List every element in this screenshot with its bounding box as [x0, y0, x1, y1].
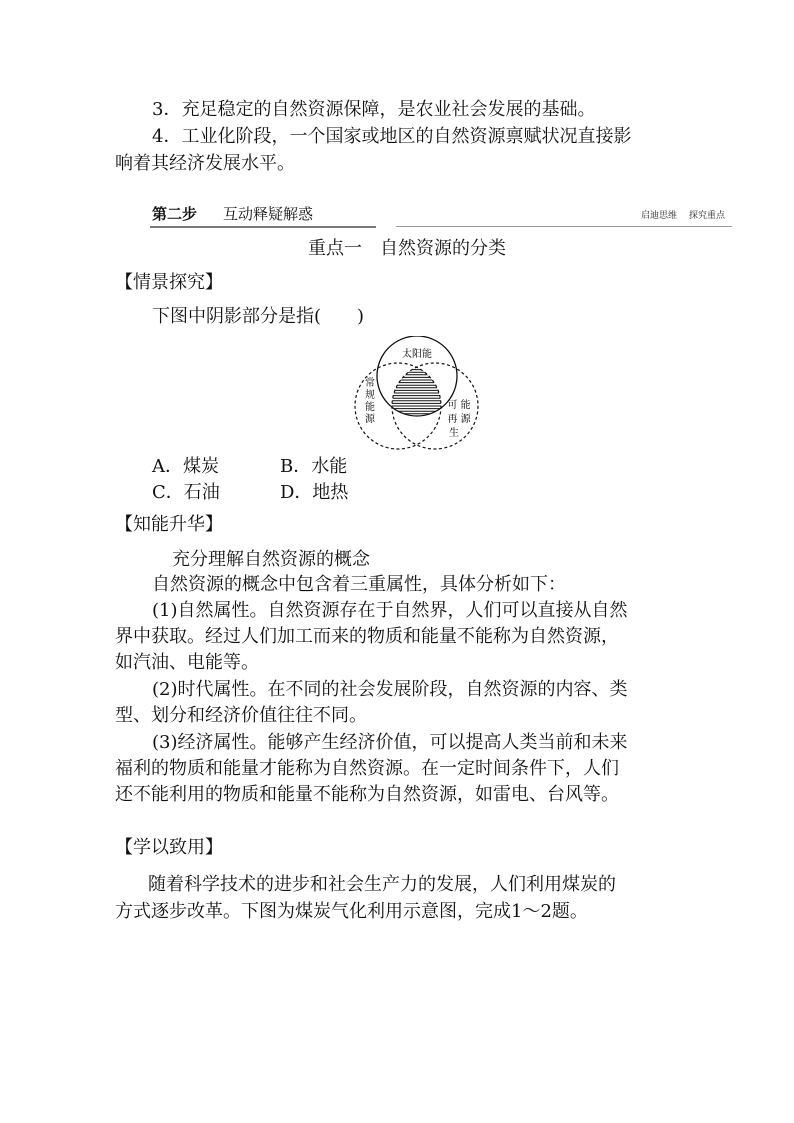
- venn-left-label-1: 常: [365, 378, 375, 389]
- intro-item-4-line1: 4．工业化阶段，一个国家或地区的自然资源禀赋状况直接影: [152, 126, 632, 147]
- section-step: 第二步: [152, 205, 198, 223]
- section-header-right: [641, 210, 725, 222]
- venn-diagram: [348, 336, 484, 454]
- knowledge-p1-line1: (1)自然属性。自然资源存在于自然界，人们可以直接从自然: [152, 600, 628, 621]
- venn-left-label-2: 规: [365, 390, 375, 401]
- knowledge-subheading: 充分理解自然资源的概念: [172, 549, 370, 570]
- scenario-question: 下图中阴影部分是指( ): [152, 306, 365, 327]
- option-b: B．水能: [280, 456, 348, 477]
- knowledge-p1-line2: 界中获取。经过人们加工而来的物质和能量不能称为自然资源，: [115, 626, 619, 647]
- knowledge-p3-line1: (3)经济属性。能够产生经济价值，可以提高人类当前和未来: [152, 732, 628, 753]
- focus-title: 重点一 自然资源的分类: [308, 238, 506, 259]
- knowledge-p2-line2: 型、划分和经济价值往往不同。: [115, 705, 367, 726]
- intro-item-3: 3．充足稳定的自然资源保障，是农业社会发展的基础。: [152, 99, 596, 120]
- knowledge-p1-line3: 如汽油、电能等。: [115, 652, 259, 673]
- venn-left-label-4: 源: [365, 414, 375, 425]
- knowledge-heading: 【知能升华】: [115, 514, 223, 535]
- knowledge-p3-line2: 福利的物质和能量才能称为自然资源。在一定时间条件下，人们: [115, 758, 619, 779]
- section-rule-left: [150, 226, 376, 228]
- venn-top-label: 太阳能: [402, 349, 432, 360]
- intro-item-4-line2: 响着其经济发展水平。: [115, 153, 295, 174]
- section-rule-right: [396, 226, 732, 227]
- venn-left-label-3: 能: [365, 402, 375, 413]
- knowledge-p2-line1: (2)时代属性。在不同的社会发展阶段，自然资源的内容、类: [152, 679, 628, 700]
- section-title: 互动释疑解惑: [223, 205, 314, 223]
- venn-right-label-1: 可 能: [447, 400, 471, 411]
- knowledge-intro: 自然资源的概念中包含着三重属性，具体分析如下：: [152, 574, 566, 595]
- section-right-a: 启迪思维: [641, 211, 678, 221]
- venn-right-label-2: 再 源: [447, 414, 471, 425]
- knowledge-p3-line3: 还不能利用的物质和能量不能称为自然资源，如雷电、台风等。: [115, 784, 619, 805]
- apply-line1: 随着科学技术的进步和社会生产力的发展，人们利用煤炭的: [148, 874, 616, 895]
- venn-right-label-3: 生: [449, 428, 459, 439]
- apply-heading: 【学以致用】: [115, 837, 223, 858]
- scenario-heading: 【情景探究】: [115, 272, 223, 293]
- option-a: A．煤炭: [152, 456, 219, 477]
- option-d: D．地热: [280, 482, 349, 503]
- option-c: C．石油: [152, 482, 220, 503]
- section-right-b: 探究重点: [689, 211, 726, 221]
- section-header: [152, 204, 313, 224]
- apply-line2: 方式逐步改革。下图为煤炭气化利用示意图，完成1～2题。: [115, 901, 588, 922]
